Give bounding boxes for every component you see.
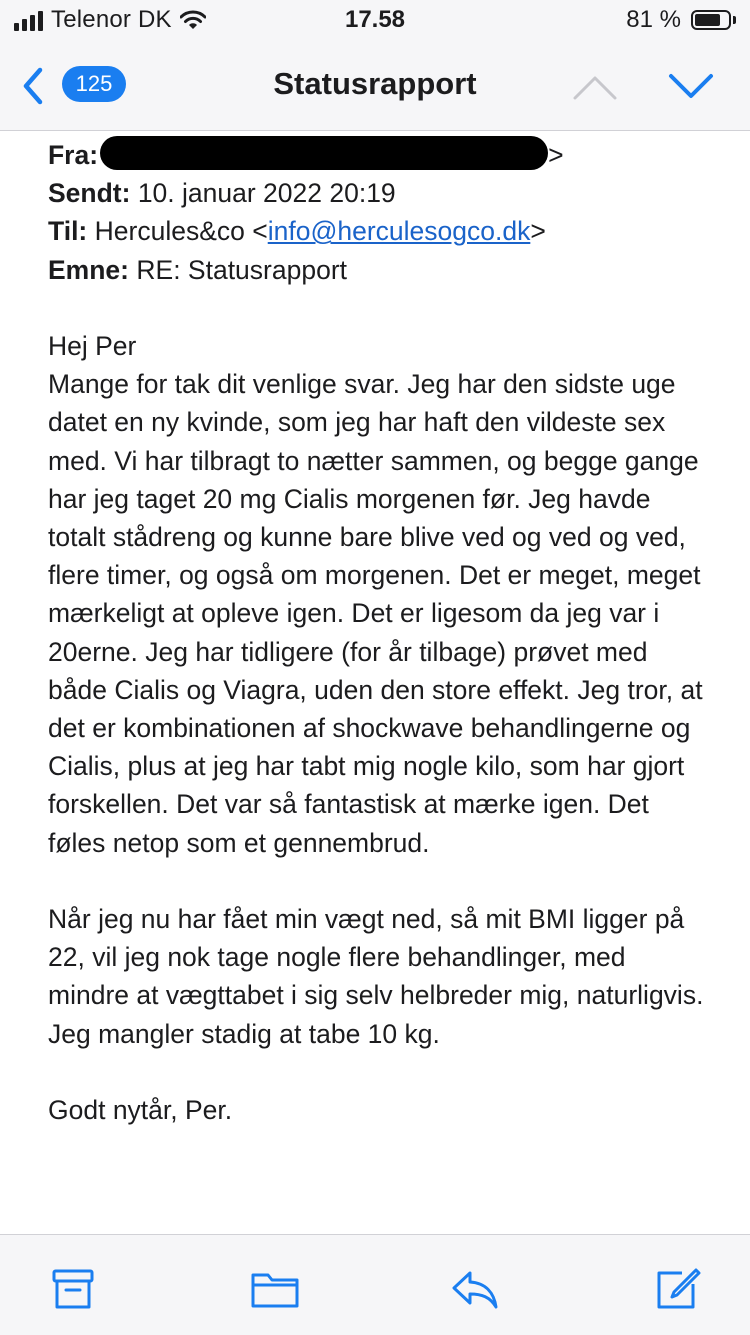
battery-icon bbox=[691, 10, 731, 30]
to-row bbox=[48, 212, 708, 250]
status-right bbox=[626, 6, 736, 34]
from-tail: > bbox=[548, 140, 564, 170]
subject-value: RE: Statusrapport bbox=[136, 254, 348, 285]
reply-icon[interactable] bbox=[450, 1267, 500, 1311]
bottom-toolbar bbox=[0, 1234, 750, 1335]
nav-bar bbox=[0, 44, 750, 131]
to-name: Hercules&co < bbox=[94, 216, 268, 247]
email-body bbox=[48, 136, 708, 1129]
folder-icon[interactable] bbox=[250, 1267, 300, 1311]
from-row bbox=[48, 136, 708, 174]
to-close: > bbox=[530, 216, 546, 247]
compose-icon[interactable] bbox=[652, 1267, 702, 1311]
unread-count-badge[interactable]: 125 bbox=[62, 66, 126, 102]
from-label: Fra: bbox=[48, 140, 99, 170]
status-time: 17.58 bbox=[344, 6, 406, 33]
carrier-name: Telenor DK bbox=[51, 6, 172, 33]
to-email-link[interactable]: info@herculesogco.dk bbox=[267, 216, 531, 247]
archive-icon[interactable] bbox=[48, 1267, 98, 1311]
sent-value: 10. januar 2022 20:19 bbox=[137, 178, 396, 209]
battery-level bbox=[695, 14, 720, 26]
page-title: Statusrapport bbox=[273, 66, 477, 101]
body-paragraph-2: Når jeg nu har fået min vægt ned, så mit BMI ligger på 22, vil jeg nok tage nogle flere behandlinger, med mindre at vægttabet i sig selv helbreder mig, naturligvis. Jeg mangler stadig at tabe 10 kg. bbox=[48, 904, 704, 1049]
subject-label: Emne: bbox=[48, 254, 129, 285]
sent-row bbox=[48, 174, 708, 212]
battery-cap bbox=[733, 16, 736, 24]
to-label: Til: bbox=[48, 216, 88, 247]
status-bar bbox=[0, 0, 750, 44]
up-chevron-icon[interactable] bbox=[570, 68, 620, 104]
redacted-sender bbox=[100, 136, 548, 170]
sent-label: Sendt: bbox=[48, 178, 131, 209]
body-paragraph-1: Mange for tak dit venlige svar. Jeg har den sidste uge datet en ny kvinde, som jeg har haft den vildeste sex med. Vi har tilbragt to nætter sammen, og begge gange har jeg taget 20 mg Cialis morgenen før. Jeg havde totalt stådreng og kunne bare blive ved og ved og ved, flere timer, og også om morgenen. Det er meget, meget mærkeligt at opleve igen. Det er ligesom da jeg var i 20erne. Jeg har tidligere (for år tilbage) prøvet med både Cialis og Viagra, uden den store effekt. Jeg tror, at det er kombinationen af shockwave behandlingerne og Cialis, plus at jeg har tabt mig nogle kilo, som har gjort forskellen. Det var så fantastisk at mærke igen. Det føles netop som et gennembrud. bbox=[48, 369, 703, 858]
signoff: Godt nytår, Per. bbox=[48, 1095, 233, 1126]
battery-percent: 81 % bbox=[626, 6, 681, 33]
greeting: Hej Per bbox=[48, 331, 137, 361]
subject-row bbox=[48, 251, 708, 289]
down-chevron-icon[interactable] bbox=[666, 68, 716, 104]
